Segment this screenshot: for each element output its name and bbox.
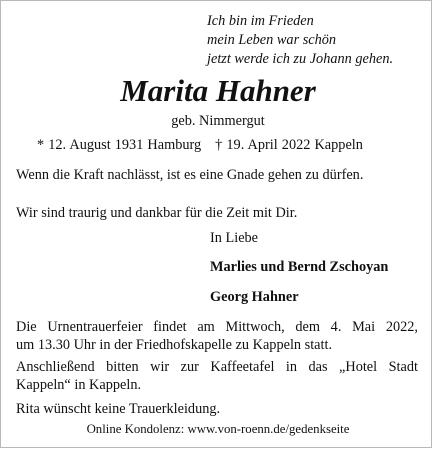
poem-line: Ich bin im Frieden <box>207 13 314 29</box>
quote-text: Wenn die Kraft nachlässt, ist es eine Gnade gehen zu dürfen. <box>16 167 364 183</box>
reception-info-line: Anschließend bitten wir zur Kaffeetafel in das „Hotel Stadt <box>16 359 418 375</box>
deceased-name: Marita Hahner <box>120 73 316 108</box>
mourner-name: Marlies und Bernd Zschoyan <box>210 259 389 275</box>
death-date: † 19. April 2022 Kappeln <box>215 137 363 153</box>
funeral-info-line: Die Urnentrauerfeier findet am Mittwoch, dem 4. Mai 2022, <box>16 319 418 335</box>
poem-line: jetzt werde ich zu Johann gehen. <box>207 51 394 67</box>
birth-date: * 12. August 1931 Hamburg <box>37 137 202 153</box>
life-dates <box>37 136 363 154</box>
mourner-name: Georg Hahner <box>210 289 299 305</box>
reception-info-line: Kappeln“ in Kappeln. <box>16 377 142 393</box>
in-love-text: In Liebe <box>210 230 259 246</box>
dress-code-text: Rita wünscht keine Trauerkleidung. <box>16 401 221 417</box>
poem-line: mein Leben war schön <box>207 32 337 48</box>
poem <box>207 12 393 69</box>
thanks-text: Wir sind traurig und dankbar für die Zeit mit Dir. <box>16 205 298 221</box>
funeral-info-line: um 13.30 Uhr in der Friedhofskapelle zu Kappeln statt. <box>16 337 333 353</box>
birth-name: geb. Nimmergut <box>171 113 265 129</box>
online-condolence-text: Online Kondolenz: www.von-roenn.de/gedenkseite <box>86 422 350 436</box>
